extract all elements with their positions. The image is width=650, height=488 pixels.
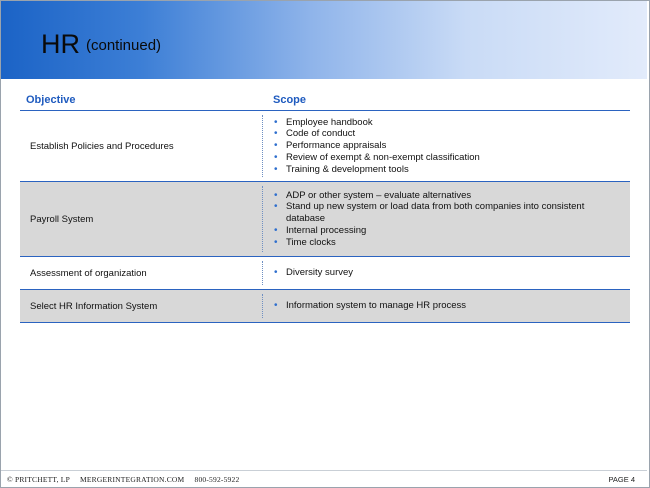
list-item: • Diversity survey <box>274 267 354 279</box>
column-divider <box>262 294 263 318</box>
list-item: • Information system to manage HR process <box>274 300 467 312</box>
column-header-objective: Objective <box>26 94 76 106</box>
bullet-icon: • <box>274 201 278 213</box>
table-row <box>20 182 630 257</box>
slide-header <box>1 1 647 79</box>
hr-table <box>20 90 630 323</box>
scope-cell <box>272 300 606 312</box>
list-item: • Stand up new system or load data from both companies into consistent database <box>274 201 585 225</box>
bullet-icon: • <box>274 151 278 163</box>
page-number: PAGE 4 <box>608 475 635 484</box>
list-item: • Review of exempt & non-exempt classification <box>274 151 480 163</box>
objective-cell: Select HR Information System <box>30 300 158 312</box>
bullet-icon: • <box>274 236 278 248</box>
table-row <box>20 257 630 290</box>
footer-copyright: © PRITCHETT, LP <box>7 475 70 484</box>
list-item: • Code of conduct <box>274 128 356 140</box>
footer-info <box>7 475 247 484</box>
scope-cell <box>272 117 606 176</box>
slide-footer <box>1 470 647 487</box>
list-item: • Time clocks <box>274 236 336 248</box>
column-divider <box>262 115 263 177</box>
footer-website: MERGERINTEGRATION.COM <box>80 475 185 484</box>
table-header <box>20 90 630 111</box>
objective-cell: Assessment of organization <box>30 267 147 279</box>
objective-cell: Payroll System <box>30 213 94 225</box>
list-item: • ADP or other system – evaluate alternatives <box>274 189 472 201</box>
bullet-icon: • <box>274 267 278 279</box>
table-row <box>20 290 630 323</box>
list-item: • Training & development tools <box>274 163 409 175</box>
list-item: • Internal processing <box>274 224 367 236</box>
scope-cell <box>272 190 606 249</box>
column-divider <box>262 186 263 252</box>
page-title <box>41 29 161 60</box>
footer-phone: 800-592-5922 <box>194 475 240 484</box>
bullet-icon: • <box>274 163 278 175</box>
title-subtitle: (continued) <box>86 37 162 54</box>
column-divider <box>262 261 263 285</box>
bullet-icon: • <box>274 128 278 140</box>
list-item: • Performance appraisals <box>274 140 387 152</box>
bullet-icon: • <box>274 224 278 236</box>
bullet-icon: • <box>274 300 278 312</box>
bullet-icon: • <box>274 189 278 201</box>
title-main: HR <box>41 29 80 59</box>
table-row <box>20 111 630 182</box>
bullet-icon: • <box>274 140 278 152</box>
column-header-scope: Scope <box>273 94 307 106</box>
scope-cell <box>272 267 606 279</box>
bullet-icon: • <box>274 116 278 128</box>
objective-cell: Establish Policies and Procedures <box>30 140 174 152</box>
list-item: • Employee handbook <box>274 116 373 128</box>
